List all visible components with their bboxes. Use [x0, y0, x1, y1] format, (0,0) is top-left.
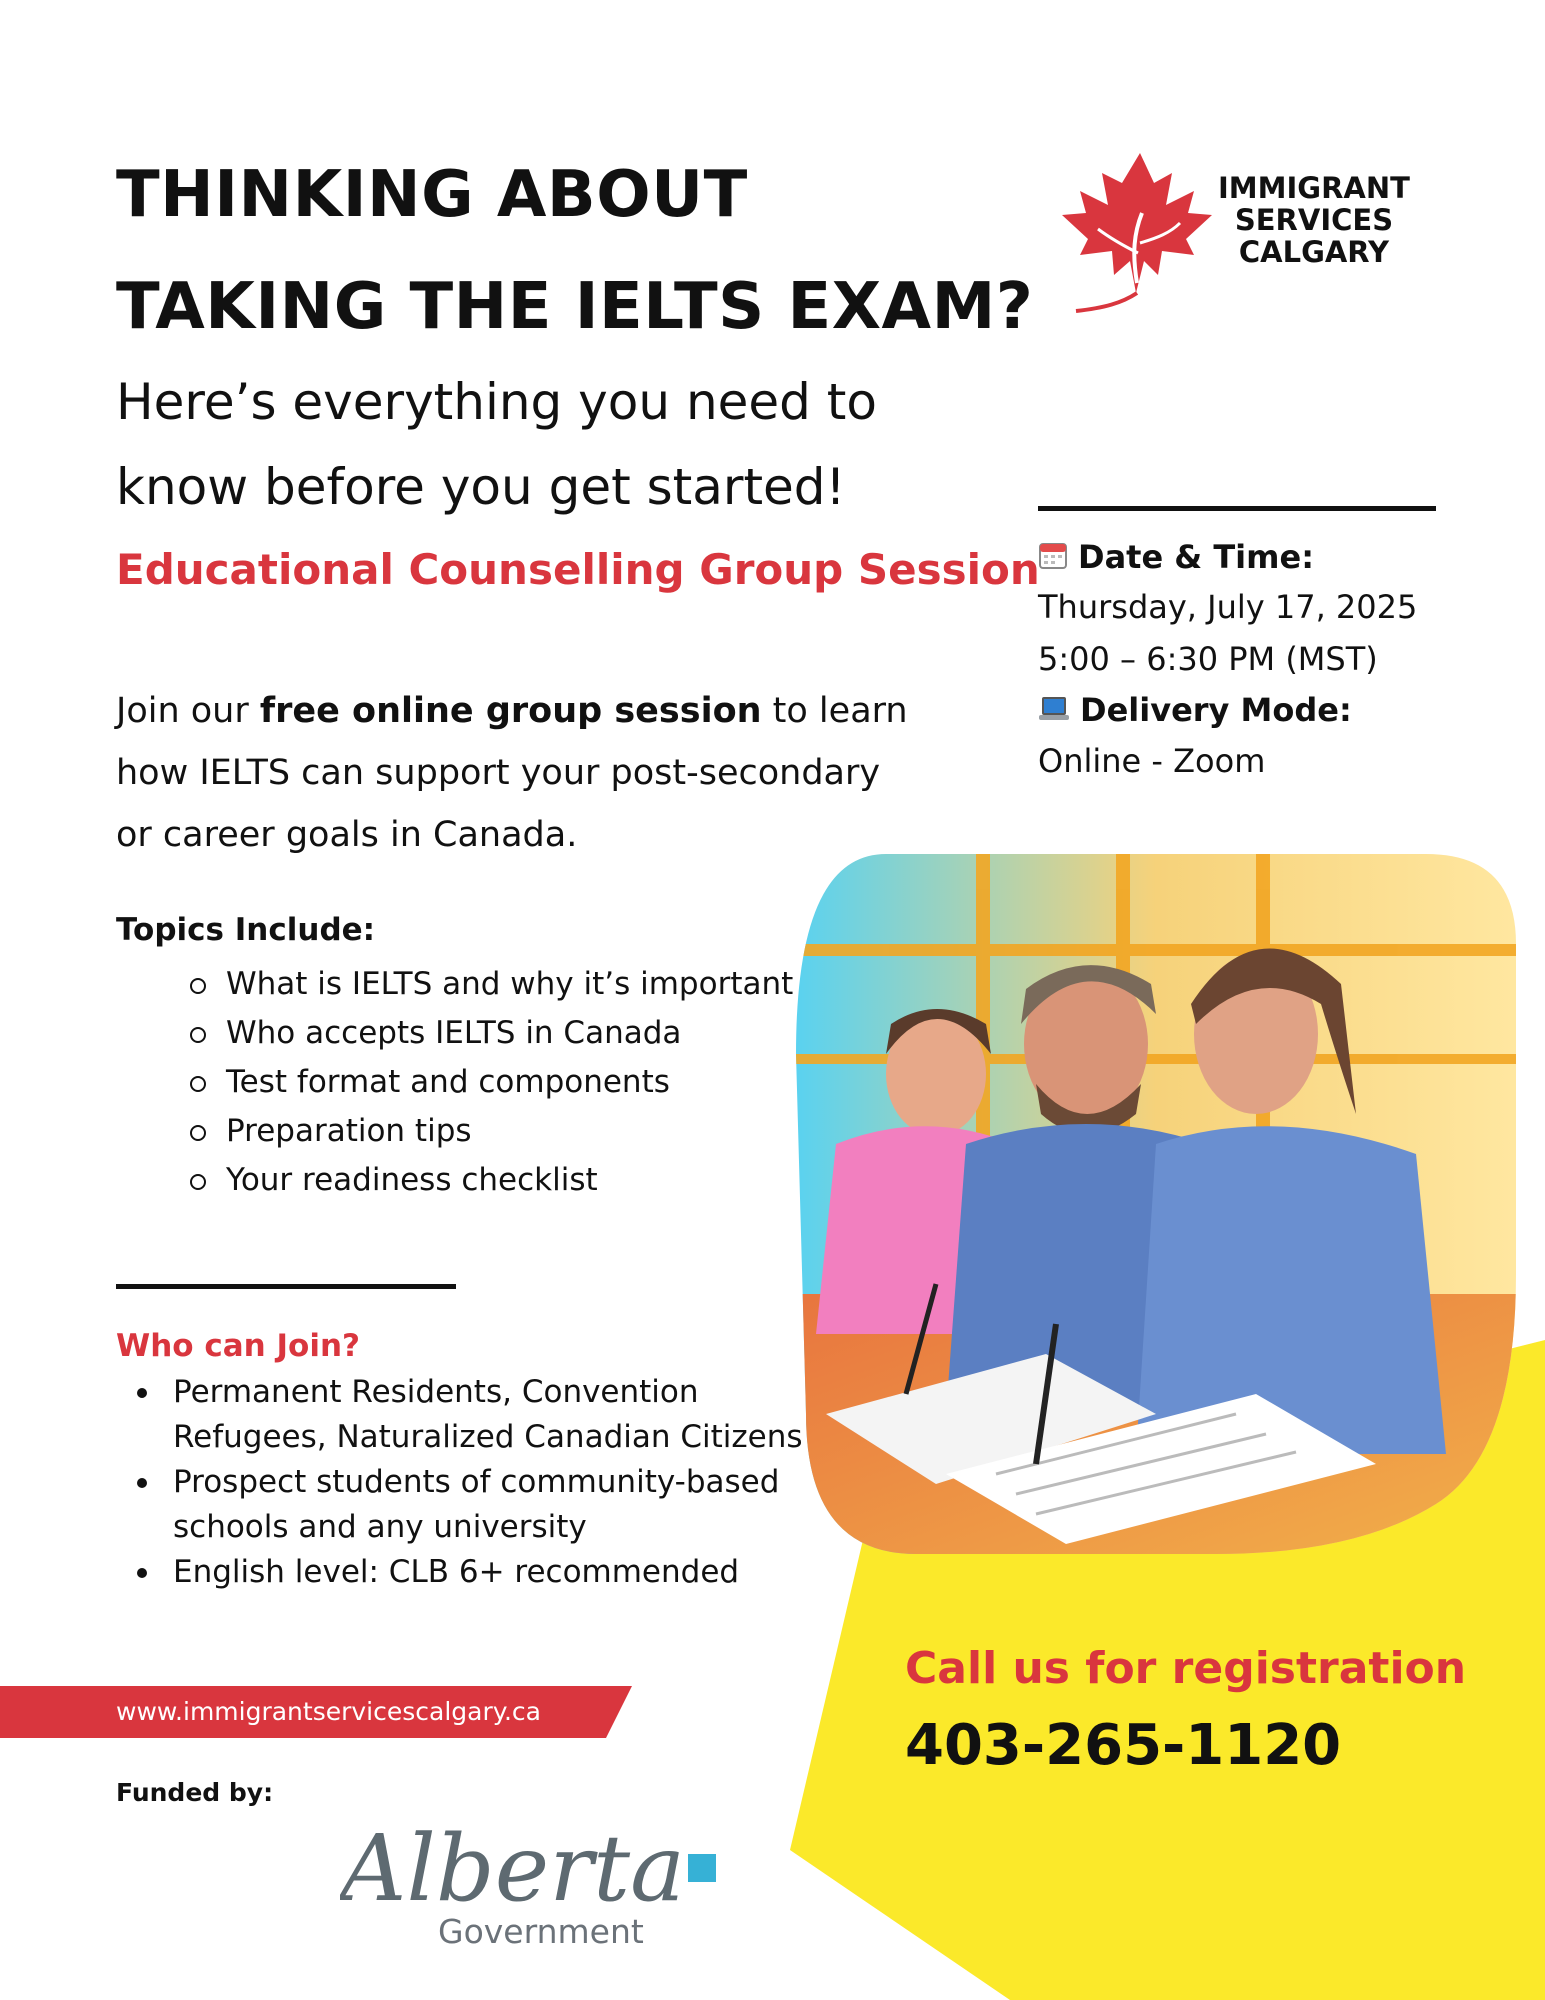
topic-item: What is IELTS and why it’s important — [226, 960, 793, 1009]
intro-text-start: Join our — [116, 691, 260, 731]
intro-paragraph — [116, 680, 916, 866]
topic-item: Who accepts IELTS in Canada — [226, 1009, 793, 1058]
alberta-wordmark: Alberta — [340, 1815, 685, 1922]
who-item: English level: CLB 6+ recommended — [173, 1550, 853, 1595]
calendar-icon — [1038, 540, 1068, 578]
event-time: 5:00 – 6:30 PM (MST) — [1038, 640, 1378, 678]
call-label: Call us for registration — [905, 1643, 1467, 1694]
who-heading: Who can Join? — [116, 1328, 361, 1364]
topics-list — [190, 960, 793, 1205]
logo-line-2: SERVICES — [1234, 203, 1394, 237]
headline-line-2: TAKING THE IELTS EXAM? — [116, 270, 1034, 344]
phone-number[interactable]: 403-265-1120 — [905, 1713, 1342, 1778]
event-mode: Online - Zoom — [1038, 742, 1266, 780]
date-label-row — [1038, 538, 1314, 578]
funder-government-text: Government — [438, 1912, 644, 1951]
divider-right — [1038, 506, 1436, 511]
session-title: Educational Counselling Group Session — [116, 545, 1040, 594]
who-item: Prospect students of community-based schools and any university — [173, 1460, 853, 1550]
event-date: Thursday, July 17, 2025 — [1038, 588, 1418, 626]
topic-item: Preparation tips — [226, 1107, 793, 1156]
subheadline-line-1: Here’s everything you need to — [116, 373, 877, 431]
logo-text — [1218, 172, 1410, 268]
topic-item: Test format and components — [226, 1058, 793, 1107]
subheadline-line-2: know before you get started! — [116, 458, 846, 516]
topic-item: Your readiness checklist — [226, 1156, 793, 1205]
website-link[interactable]: www.immigrantservicescalgary.ca — [116, 1697, 541, 1726]
divider-left — [116, 1284, 456, 1289]
who-item: Permanent Residents, Convention Refugees, Naturalized Canadian Citizens — [173, 1370, 853, 1460]
students-writing-illustration — [796, 854, 1516, 1554]
laptop-icon — [1038, 693, 1070, 731]
mode-label-row — [1038, 691, 1352, 731]
logo-line-3: CALGARY — [1238, 235, 1390, 269]
intro-text-end: to learn how IELTS can support your post-secondary or career goals in Canada. — [116, 691, 908, 855]
funded-by-label: Funded by: — [116, 1778, 274, 1807]
topics-heading: Topics Include: — [116, 912, 376, 948]
who-list — [135, 1370, 853, 1595]
date-label: Date & Time: — [1078, 538, 1314, 576]
intro-text-bold: free online group session — [259, 691, 762, 731]
mode-label: Delivery Mode: — [1080, 691, 1352, 729]
logo-line-1: IMMIGRANT — [1218, 171, 1410, 205]
headline-line-1: THINKING ABOUT — [116, 158, 748, 232]
